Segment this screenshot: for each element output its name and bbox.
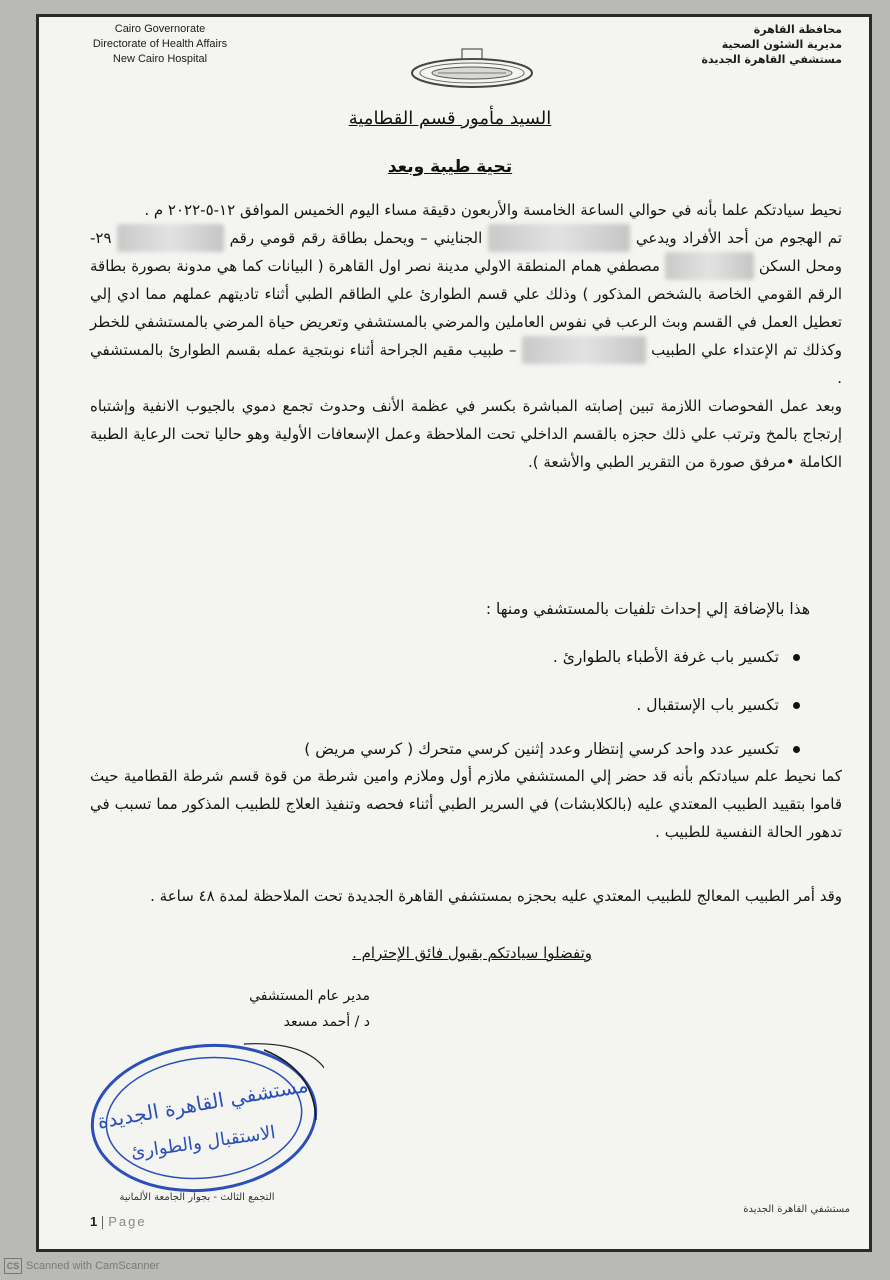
redacted-doctor-name [522,336,646,364]
footer-hospital: مستشفي القاهرة الجديدة [743,1204,850,1215]
letter-body [90,196,842,476]
paragraph-2-part-c: ٢٩- ومحل السكن [90,229,842,275]
paragraph-4: كما نحيط علم سيادتكم بأنه قد حضر إلي المستشفي ملازم أول وملازم وامين شرطة من قوة قسم شرطة القطامية حيث قاموا بتقييد الطبيب المعتدي عليه (بالكلابشات) في السرير الطبي أثناء فحصه وتنفيذ العلاج للطبيب المذكور مما تسبب في تدهور الحالة النفسية للطبيب . [90,767,842,841]
header-english [60,22,260,67]
paragraph-2 [90,224,842,392]
footer-address: التجمع الثالث - بجوار الجامعة الألمانية [119,1192,275,1203]
paragraph-2-part-e: – طبيب مقيم الجراحة أثناء نوبتجية عمله بقسم الطوارئ بالمستشفي . [90,341,842,387]
ministry-logo [408,45,536,89]
list-item: تكسير باب الإستقبال . [636,696,800,714]
header-arabic [642,22,842,67]
camscanner-logo-icon: CS [4,1258,22,1274]
page-divider [102,1216,103,1229]
signatory-name: د / أحمد مسعد [283,1014,370,1030]
paragraph-1: نحيط سيادتكم علما بأنه في حوالي الساعة الخامسة والأربعون دقيقة مساء اليوم الخميس الموافق ١٢-٥-٢٠٢٢ م . [144,201,842,219]
list-intro: هذا بالإضافة إلي إحداث تلفيات بالمستشفي ومنها : [485,600,810,618]
paragraph-2-part-a: تم الهجوم من أحد الأفراد ويدعي [635,229,842,247]
bullet-icon [793,654,800,661]
paragraph-2-part-d: مصطفي همام المنطقة الاولي مدينة نصر اول القاهرة ( البيانات كما هي مدونة بصورة بطاقة الرقم القومي الخاصة بالشخص المذكور ) وذلك علي قسم الطوارئ علي الطاقم الطبي أثناء تاديتهم عملهم مما ادي إلي تعطيل العمل في القسم وبث الرعب في نفوس العاملين والمرضي بالمستشفي وتعريض حياة المرضي بالمستشفي للخطر وكذلك تم الإعتداء علي الطبيب [90,257,842,359]
header-directorate-ar: مديرية الشئون الصحية [721,38,842,51]
header-governorate-en: Cairo Governorate [114,23,206,35]
header-hospital-ar: مستشفي القاهرة الجديدة [701,53,842,66]
header-directorate-en: Directorate of Health Affairs [92,38,228,50]
hospital-stamp [84,1030,324,1200]
bullet-icon [793,746,800,753]
addressee-title: السيد مأمور قسم القطامية [348,108,552,129]
page-number-value: 1 [90,1214,98,1229]
camscanner-watermark [4,1258,159,1274]
stamp-text-2: الاستقبال والطوارئ [129,1122,277,1164]
closing-line: وتفضلوا سيادتكم بقبول فائق الإحترام . [352,944,592,962]
redacted-id [117,224,224,252]
page-number [90,1214,147,1229]
list-item: تكسير باب غرفة الأطباء بالطوارئ . [553,648,800,666]
paragraph-5: وقد أمر الطبيب المعالج للطبيب المعتدي عليه بحجزه بمستشفي القاهرة الجديدة تحت الملاحظة لمدة ٤٨ ساعة . [150,887,842,905]
paragraph-2-part-b: الجنايني – ويحمل بطاقة رقم قومي رقم [229,229,483,247]
bullet-icon [793,702,800,709]
redacted-address [665,252,754,280]
greeting: تحية طيبة وبعد [387,157,513,177]
redacted-name [488,224,630,252]
paragraph-3: وبعد عمل الفحوصات اللازمة تبين إصابته المباشرة بكسر في عظمة الأنف وحدوث تجمع دموي بالجيوب الانفية وإشتباه إرتجاج بالمخ وترتب علي ذلك حجزه بالقسم الداخلي تحت الملاحظة وعمل الإسعافات الأولية وهو حاليا تحت الرعاية الطبية الكاملة •مرفق صورة من التقرير الطبي والأشعة ). [90,397,842,471]
list-item: تكسير عدد واحد كرسي إنتظار وعدد إثنين كرسي متحرك ( كرسي مريض ) [304,740,800,758]
header-hospital-en: New Cairo Hospital [112,53,208,65]
page-word: Page [108,1214,147,1229]
stamp-text-1: مستشفي القاهرة الجديدة [95,1072,310,1134]
header-governorate-ar: محافظة القاهرة [753,23,842,36]
signatory-title: مدير عام المستشفي [249,988,370,1004]
camscanner-text: Scanned with CamScanner [26,1259,160,1272]
